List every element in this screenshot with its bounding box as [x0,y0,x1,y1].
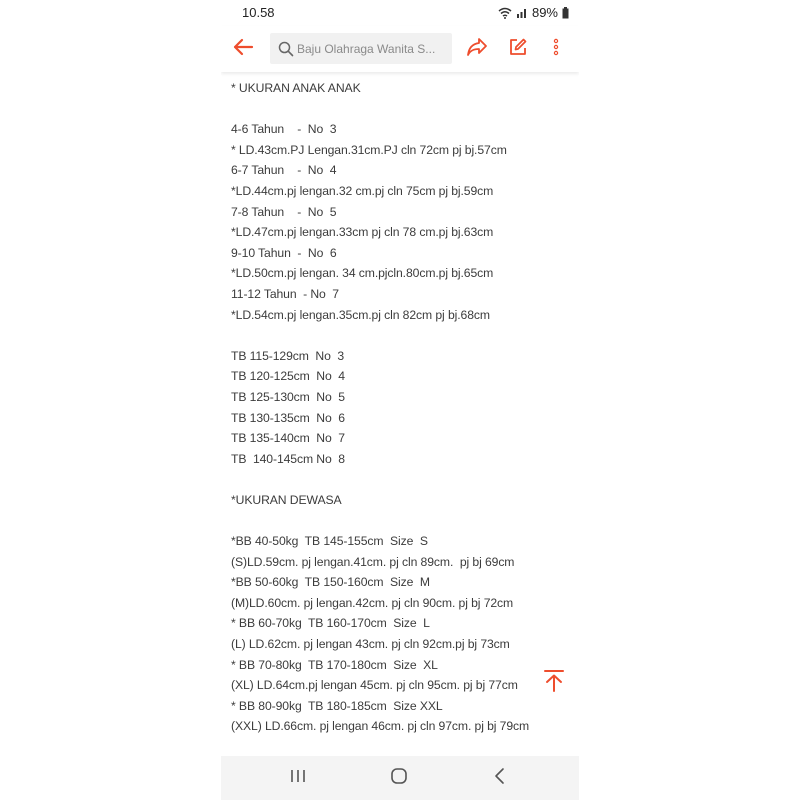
search-icon [278,41,294,57]
text-line: * BB 80-90kg TB 180-185cm Size XXL [231,698,443,713]
text-line: (M)LD.60cm. pj lengan.42cm. pj cln 90cm. pj bj 72cm [231,595,514,610]
text-line: *LD.54cm.pj lengan.35cm.pj cln 82cm pj bj.68cm [231,307,490,322]
battery-level: 89% [531,5,558,20]
blank-line [231,99,571,120]
text-line: *BB 40-50kg TB 145-155cm Size S [231,534,428,549]
recent-apps-icon [289,768,307,789]
blank-line [231,325,571,346]
text-line: (XXL) LD.66cm. pj lengan 46cm. pj cln 97cm. pj bj 79cm [231,719,530,734]
system-nav-bar [221,756,579,800]
text-line: (XL) LD.64cm.pj lengan 45cm. pj cln 95cm. pj bj 77cm [231,678,518,693]
status-icons [498,5,569,20]
nav-back-button[interactable] [485,766,515,790]
status-time: 10.58 [242,5,275,20]
share-icon [465,36,489,63]
nav-back-icon [493,767,507,790]
text-line: *LD.47cm.pj lengan.33cm pj cln 78 cm.pj bj.63cm [231,225,494,240]
arrow-left-icon [231,35,255,64]
text-line: 4-6 Tahun - No 3 [231,122,337,137]
text-line: TB 120-125cm No 4 [231,369,345,384]
description-text [231,78,571,737]
share-button[interactable] [463,35,491,63]
text-line: 11-12 Tahun - No 7 [231,286,339,301]
text-line: 7-8 Tahun - No 5 [231,204,337,219]
home-icon [390,767,408,790]
back-button[interactable] [229,35,257,63]
scroll-to-top-button[interactable] [541,668,567,694]
text-line: *BB 50-60kg TB 150-160cm Size M [231,575,430,590]
text-line: TB 125-130cm No 5 [231,389,345,404]
text-line: TB 140-145cm No 8 [231,451,345,466]
text-line: 6-7 Tahun - No 4 [231,163,337,178]
text-line: * BB 60-70kg TB 160-170cm Size L [231,616,430,631]
edit-button[interactable] [505,35,531,63]
wifi-icon [498,7,512,19]
text-line: *UKURAN DEWASA [231,492,342,507]
text-line: (L) LD.62cm. pj lengan 43cm. pj cln 92cm.pj bj 73cm [231,637,510,652]
text-line: * LD.43cm.PJ Lengan.31cm.PJ cln 72cm pj bj.57cm [231,142,507,157]
edit-icon [508,37,528,62]
recent-apps-button[interactable] [283,766,313,790]
text-line: *LD.50cm.pj lengan. 34 cm.pjcln.80cm.pj bj.65cm [231,266,494,281]
scroll-to-top-icon [541,681,567,698]
blank-line [231,469,571,490]
text-line: 9-10 Tahun - No 6 [231,245,337,260]
search-input[interactable] [297,42,445,56]
battery-icon [562,7,569,19]
phone-screen [221,0,579,800]
text-line: * BB 70-80kg TB 170-180cm Size XL [231,657,438,672]
signal-icon [516,7,528,18]
home-button[interactable] [384,766,414,790]
blank-line [231,510,571,531]
text-line: *LD.44cm.pj lengan.32 cm.pj cln 75cm pj bj.59cm [231,183,494,198]
more-options-button[interactable] [546,35,566,63]
search-bar[interactable] [270,33,452,64]
text-line: TB 130-135cm No 6 [231,410,345,425]
text-line: (S)LD.59cm. pj lengan.41cm. pj cln 89cm. pj bj 69cm [231,554,515,569]
more-vertical-icon [553,38,559,61]
top-app-bar [221,26,579,72]
text-line: TB 135-140cm No 7 [231,431,345,446]
status-bar [221,0,579,26]
text-line: * UKURAN ANAK ANAK [231,81,361,95]
text-line: TB 115-129cm No 3 [231,348,345,363]
